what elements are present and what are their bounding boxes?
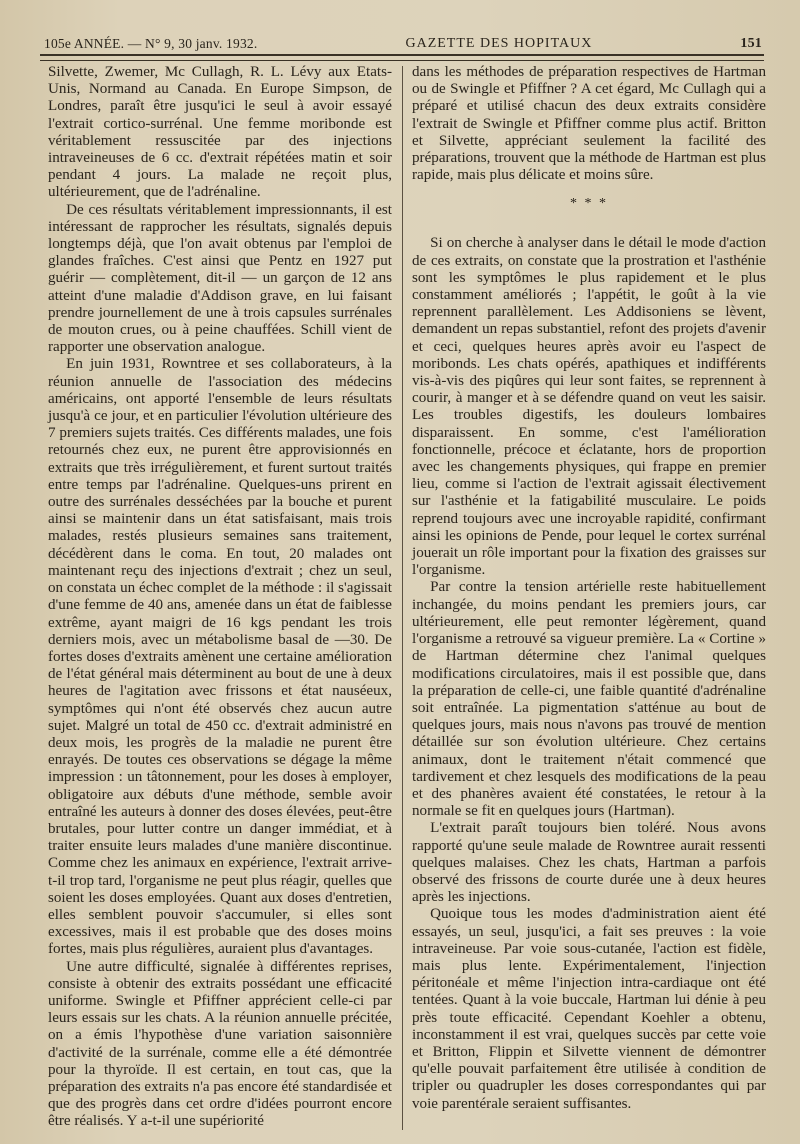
paragraph: Silvette, Zwemer, Mc Cullagh, R. L. Lévy aux Etats-Unis, Normand au Canada. En Europe Simpson, de Londres, paraît être jusqu'ici le seul à avoir essayé l'extrait cortico-surrénal. Une femme moribonde est véritablement ressuscitée par des injections intraveineuses de 6 cc. d'extrait répétées matin et soir pendant 4 jours. La malade ne reçoit plus, ultérieurement, que de l'adrénaline. [48,64,392,201]
page-number: 151 [740,36,762,51]
left-column [48,64,392,1131]
paragraph: dans les méthodes de préparation respectives de Hartman ou de Swingle et Pfiffner ? A cet égard, Mc Cullagh qui a préparé et utilisé chacun des deux extraits considère l'extrait de Swingle et Pfiffner comme plus actif. Britton et Silvette, appréciant seulement la facilité des préparations, trouvent que la méthode de Hartman est plus rapide, mais plus délicate et moins sûre. [412,64,766,184]
header-rule-thin [40,60,764,61]
paragraph: En juin 1931, Rowntree et ses collaborateurs, à la réunion annuelle de l'association des médecins américains, ont apporté l'ensemble de leurs résultats jusqu'à ce jour, et en particulier l'évolution ultérieure des 7 premiers sujets traités. Ces différents malades, une fois retournés chez eux, ne purent être approvisionnés en extraits que très irrégulièrement, et furent surtout traités entre temps par l'adrénaline. Quelques-uns prirent en outre des surrénales desséchées par la bouche et purent ainsi se maintenir dans un état satisfaisant, mais trois malades, restés plusieurs semaines sans traitement, décédèrent dans le coma. En tout, 20 malades ont maintenant reçu des injections d'extrait ; chez un seul, on constata un échec complet de la méthode : il s'agissait d'une femme de 40 ans, amenée dans un état de faiblesse extrême, ayant maigri de 16 kgs pendant les trois derniers mois, avec un métabolisme basal de —30. De fortes doses d'extraits amènent une certaine amélioration de l'état général mais déterminent au bout de une à deux heures de l'agitation avec frissons et état nauséeux, symptômes qui n'ont été observés chez aucun autre sujet. Malgré un total de 450 cc. d'extrait administré en deux mois, les progrès de la maladie ne purent être enrayés. De toutes ces observations se dégage la même impression : un tâtonnement, pour les doses à employer, obligatoire aux débuts d'une méthode, semble avoir entraîné les auteurs à donner des doses élevées, peut-être brutales, pour lutter contre un danger immédiat, et à traiter ensuite leurs malades d'une manière discontinue. Comme chez les animaux en expérience, l'extrait arrive-t-il trop tard, l'organisme ne peut plus réagir, quelles que soient les doses employées. Quant aux doses d'entretien, elles semblent pouvoir s'accumuler, si elles sont excessives, mais il est probable que des doses moins fortes, mais plus régulières, auraient plus d'avantages. [48,356,392,958]
right-column [412,64,766,1113]
column-divider [402,66,403,1130]
paragraph: Quoique tous les modes d'administration aient été essayés, un seul, jusqu'ici, a fait ses preuves : la voie intraveineuse. Par voie sous-cutanée, l'action est fidèle, mais plus lente. Expérimentalement, l'injection péritonéale et même l'injection intra-cardiaque ont été tentées. Quant à la voie buccale, Hartman lui dénie à peu près toute efficacité. Cependant Koehler a obtenu, inconstamment il est vrai, quelques succès par cette voie et Britton, Flippin et Silvette viennent de démontrer qu'elle pouvait parfaitement être utilisée à condition de tripler ou quadrupler les doses correspondantes qui par voie parentérale seraient suffisantes. [412,906,766,1112]
section-break-asterisks: * * * [570,196,608,212]
header-rule [40,54,764,56]
journal-title: GAZETTE DES HOPITAUX [405,36,593,51]
paragraph: Par contre la tension artérielle reste habituellement inchangée, du moins pendant les premiers jours, car ultérieurement, elle peut remonter légèrement, quand l'organisme a retrouvé sa vigueur première. La « Cortine » de Hartman détermine chez l'animal quelques modifications circulatoires, mais il est possible que, dans la préparation de celle-ci, une faible quantité d'adrénaline soit entraînée. La pigmentation s'atténue au bout de quelques jours, mais nous n'avons pas trouvé de mention détaillée sur son évolution ultérieure. Chez certains animaux, dont le traitement n'était commencé que tardivement et chez lesquels des modifications de la peau et des phanères avaient été constatées, le retour à la normale se fit en quelques jours (Hartman). [412,579,766,820]
paragraph: Si on cherche à analyser dans le détail le mode d'action de ces extraits, on constate que la prostration et l'asthénie sont les symptômes le plus rapidement et le plus constamment améliorés ; l'appétit, le goût à la vie reprennent parallèlement. Les Addisoniens se lèvent, demandent un repas substantiel, refont des projets d'avenir et ceci, quelques heures après avoir eu l'aspect de moribonds. Les chats opérés, apathiques et indifférents vis-à-vis des piqûres qui leur sont faites, se reprennent à courir, à manger et à se défendre quand on veut les saisir. Les troubles digestifs, les douleurs lombaires disparaissent. En somme, c'est l'amélioration fonctionnelle, précoce et éclatante, hors de proportion avec les changements physiques, qui frappe en premier lieu, comme si l'action de l'extrait agissait électivement sur l'asthénie et la fatigabilité musculaire. Le poids reprend toujours avec une incroyable rapidité, confirmant ainsi les opinions de Pende, pour lequel le cortex surrénal jouerait un rôle important pour la fixation des graisses sur l'organisme. [412,235,766,579]
page-header [44,26,762,52]
paragraph: L'extrait paraît toujours bien toléré. Nous avons rapporté qu'une seule malade de Rowntree aurait ressenti quelques malaises. Chez les chats, Hartman a parfois observé des frissons de courte durée une à deux heures après les injections. [412,820,766,906]
paragraph: De ces résultats véritablement impressionnants, il est intéressant de rapprocher les résultats, signalés depuis longtemps déjà, que l'on avait obtenus par l'emploi de glandes fraîches. C'est ainsi que Pentz en 1927 put guérir — complètement, dit-il — un garçon de 12 ans atteint d'une maladie d'Addison grave, en lui faisant prendre journellement de une à trois capsules surrénales de mouton crues, ou à peine chauffées. Schill vient de rapporter une observation analogue. [48,201,392,356]
issue-info: 105e ANNÉE. — N° 9, 30 janv. 1932. [44,36,258,51]
paragraph: Une autre difficulté, signalée à différentes reprises, consiste à obtenir des extraits possédant une efficacité uniforme. Swingle et Pfiffner apprécient celle-ci par leurs essais sur les chats. A la réunion annuelle précitée, on a émis l'hypothèse d'une variation saisonnière d'activité de la surrénale, comme elle a été démontrée pour la thyroïde. Il est certain, en tout cas, que la préparation des extraits n'a pas encore été standardisée et que des progrès dans cet ordre d'idées pourront encore être réalisés. Y a-t-il une supériorité [48,958,392,1130]
